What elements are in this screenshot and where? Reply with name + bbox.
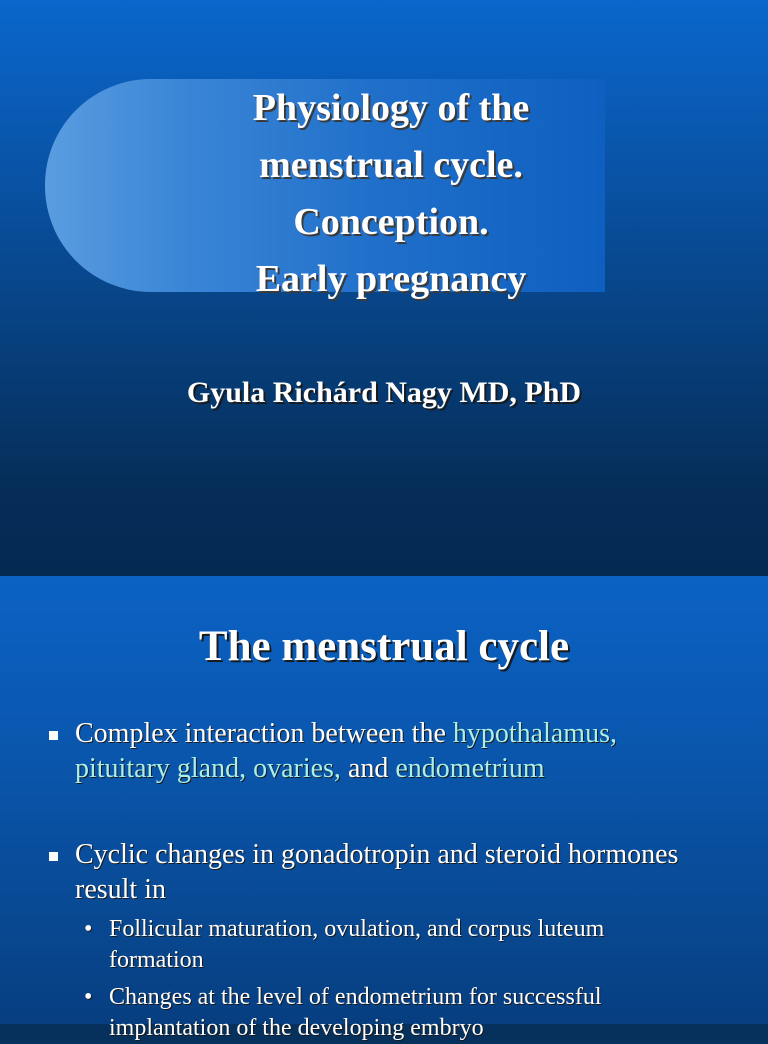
- highlight-term: hypothalamus,: [452, 718, 617, 749]
- square-bullet-icon: [49, 852, 58, 861]
- dot-bullet-icon: •: [84, 984, 93, 1010]
- sub-bullet-text: Follicular maturation, ovulation, and corpus luteum formation: [109, 916, 605, 973]
- sub-bullet-item: [84, 914, 684, 976]
- sub-bullet-text: Changes at the level of endometrium for successful implantation of the developing embryo: [109, 984, 602, 1041]
- bullet-item: [46, 716, 736, 786]
- sub-bullet-item: [84, 982, 684, 1044]
- bullet-text: [75, 716, 736, 786]
- highlight-term: endometrium: [395, 753, 545, 784]
- square-bullet-icon: [49, 731, 58, 740]
- bullet-text: Cyclic changes in gonadotropin and steroid hormones result in: [75, 839, 679, 905]
- bullet-text-part: and: [340, 753, 396, 784]
- title-line: Physiology of the: [252, 87, 530, 129]
- title-line: menstrual cycle.: [259, 144, 523, 186]
- title-line: Conception.: [293, 201, 489, 243]
- dot-bullet-icon: •: [84, 916, 93, 942]
- slide-title: [0, 80, 768, 308]
- highlight-term: pituitary gland, ovaries,: [75, 753, 341, 784]
- slide-heading: The menstrual cycle: [198, 623, 570, 670]
- title-line: Early pregnancy: [255, 258, 527, 300]
- author-name: Gyula Richárd Nagy MD, PhD: [186, 376, 582, 409]
- bullet-item: [46, 837, 736, 907]
- bullet-text-part: Complex interaction between the: [75, 718, 453, 749]
